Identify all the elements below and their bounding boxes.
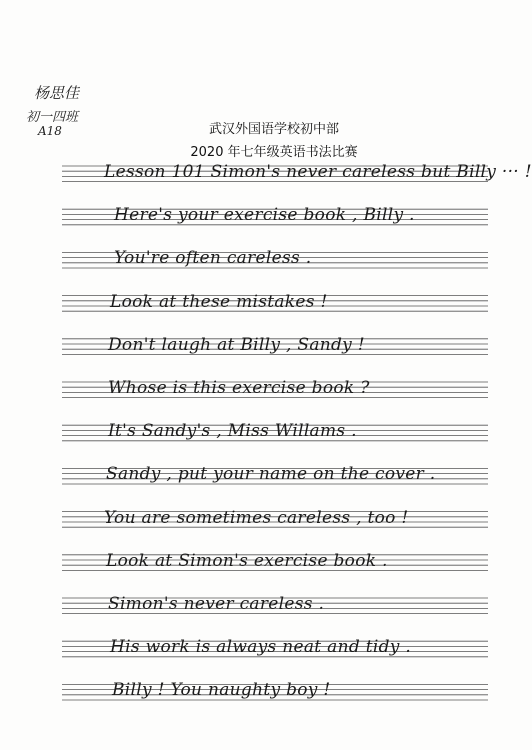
handwritten-line: Look at Simon's exercise book . [106, 550, 388, 571]
student-code: A18 [38, 124, 62, 138]
handwritten-line: Lesson 101 Simon's never careless but Billy ··· ! [104, 162, 532, 182]
student-class: 初一四班 [26, 110, 79, 125]
handwritten-line: You are sometimes careless , too ! [104, 507, 409, 528]
handwritten-line: Billy ! You naughty boy ! [112, 680, 331, 701]
handwritten-line: His work is always neat and tidy . [110, 637, 412, 658]
student-name: 杨思佳 [34, 84, 80, 102]
school-title: 武汉外国语学校初中部 [208, 122, 339, 137]
handwritten-line: Don't laugh at Billy , Sandy ! [108, 334, 365, 355]
handwritten-line: You're often careless . [114, 248, 312, 269]
handwritten-line: Here's your exercise book , Billy . [114, 205, 415, 226]
handwritten-line: Simon's never careless . [108, 594, 325, 614]
handwritten-line: Whose is this exercise book ? [108, 378, 370, 398]
handwritten-line: It's Sandy's , Miss Willams . [108, 421, 357, 442]
handwritten-line: Look at these mistakes ! [110, 291, 328, 312]
handwritten-line: Sandy , put your name on the cover . [106, 464, 436, 485]
contest-title: 2020 年七年级英语书法比赛 [190, 145, 358, 160]
